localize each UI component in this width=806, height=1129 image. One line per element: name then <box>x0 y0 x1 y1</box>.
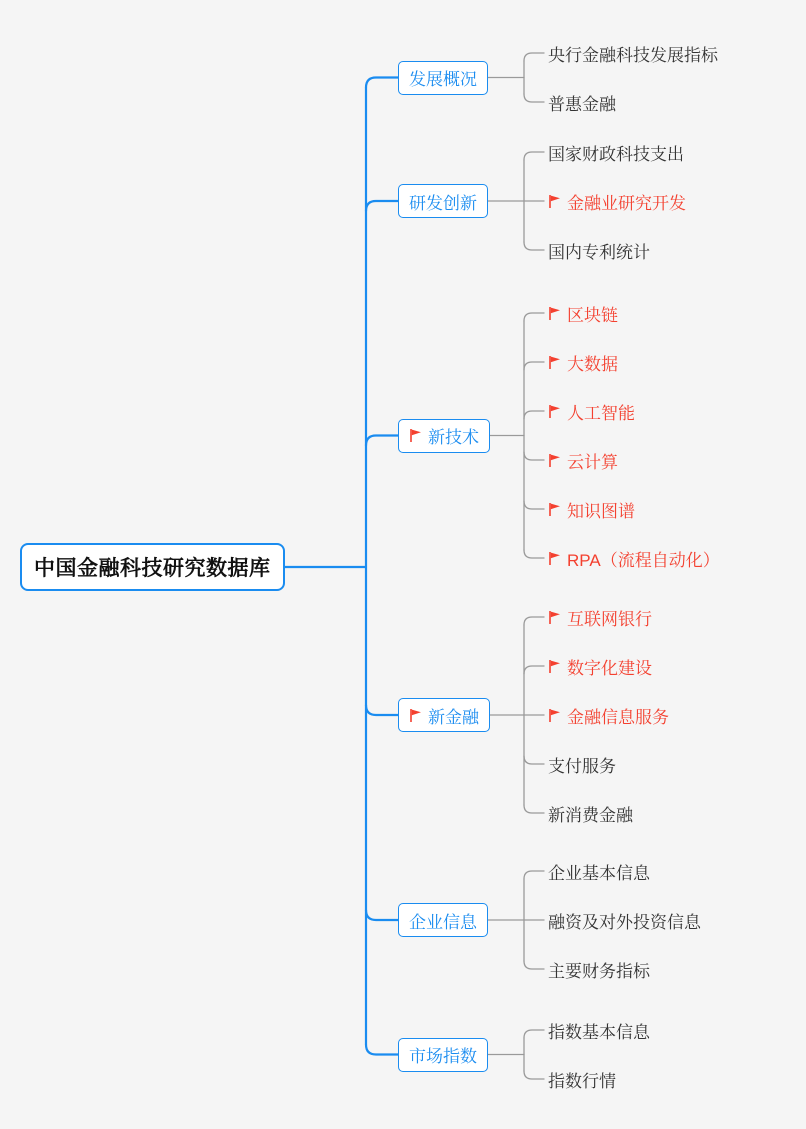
flag-icon <box>409 708 423 723</box>
leaf-node-2-1[interactable] <box>548 139 684 165</box>
leaf-node-4-4[interactable] <box>548 751 616 777</box>
branch-node-6[interactable] <box>398 1038 488 1072</box>
leaf-node-label: 知识图谱 <box>567 501 635 521</box>
leaf-node-3-1[interactable] <box>548 300 618 326</box>
root-node[interactable] <box>20 543 285 591</box>
leaf-node-5-3[interactable] <box>548 956 650 982</box>
leaf-node-6-1[interactable] <box>548 1017 650 1043</box>
leaf-node-label: 云计算 <box>567 452 618 472</box>
leaf-node-label: 大数据 <box>567 354 618 374</box>
flag-icon <box>548 194 562 209</box>
leaf-node-label: 企业基本信息 <box>548 863 650 883</box>
leaf-node-4-5[interactable] <box>548 800 633 826</box>
root-node-label: 中国金融科技研究数据库 <box>34 557 271 580</box>
leaf-node-4-1[interactable] <box>548 604 652 630</box>
flag-icon <box>548 453 562 468</box>
leaf-node-2-2[interactable] <box>548 188 686 214</box>
branch-node-label: 新技术 <box>428 428 479 447</box>
flag-icon <box>548 404 562 419</box>
leaf-node-label: 金融信息服务 <box>567 707 669 727</box>
flag-icon <box>548 355 562 370</box>
branch-node-2[interactable] <box>398 184 488 218</box>
branch-node-1[interactable] <box>398 61 488 95</box>
branch-node-label: 研发创新 <box>409 193 477 213</box>
leaf-node-label: 人工智能 <box>567 403 635 423</box>
branch-node-label: 市场指数 <box>409 1047 477 1066</box>
leaf-node-1-2[interactable] <box>548 89 616 115</box>
branch-node-label: 企业信息 <box>409 912 477 932</box>
branch-node-5[interactable] <box>398 903 488 937</box>
leaf-node-6-2[interactable] <box>548 1066 616 1092</box>
flag-icon <box>548 502 562 517</box>
branch-node-label: 发展概况 <box>409 70 477 89</box>
leaf-node-label: 区块链 <box>567 305 618 325</box>
leaf-node-label: 指数行情 <box>548 1071 616 1091</box>
leaf-node-label: 支付服务 <box>548 756 616 776</box>
leaf-node-1-1[interactable] <box>548 40 718 66</box>
leaf-node-label: 数字化建设 <box>567 658 652 678</box>
branch-node-4[interactable] <box>398 698 490 732</box>
leaf-node-3-4[interactable] <box>548 447 618 473</box>
flag-icon <box>409 428 423 443</box>
leaf-node-label: 新消费金融 <box>548 805 633 825</box>
flag-icon <box>548 610 562 625</box>
flag-icon <box>548 306 562 321</box>
leaf-node-5-1[interactable] <box>548 858 650 884</box>
leaf-node-label: 融资及对外投资信息 <box>548 912 701 932</box>
leaf-node-3-5[interactable] <box>548 496 635 522</box>
branch-node-3[interactable] <box>398 419 490 453</box>
leaf-node-4-3[interactable] <box>548 702 669 728</box>
flag-icon <box>548 551 562 566</box>
leaf-node-label: 金融业研究开发 <box>567 193 686 213</box>
leaf-node-label: RPA（流程自动化） <box>567 550 720 570</box>
leaf-node-label: 普惠金融 <box>548 94 616 114</box>
leaf-node-label: 国内专利统计 <box>548 242 650 262</box>
leaf-node-label: 主要财务指标 <box>548 961 650 981</box>
leaf-node-5-2[interactable] <box>548 907 701 933</box>
branch-node-label: 新金融 <box>428 707 479 727</box>
leaf-node-label: 国家财政科技支出 <box>548 144 684 164</box>
leaf-node-label: 指数基本信息 <box>548 1022 650 1042</box>
flag-icon <box>548 708 562 723</box>
flag-icon <box>548 659 562 674</box>
leaf-node-3-3[interactable] <box>548 398 635 424</box>
leaf-node-3-2[interactable] <box>548 349 618 375</box>
leaf-node-4-2[interactable] <box>548 653 652 679</box>
leaf-node-2-3[interactable] <box>548 237 650 263</box>
leaf-node-label: 互联网银行 <box>567 609 652 629</box>
leaf-node-3-6[interactable] <box>548 545 720 571</box>
leaf-node-label: 央行金融科技发展指标 <box>548 45 718 65</box>
